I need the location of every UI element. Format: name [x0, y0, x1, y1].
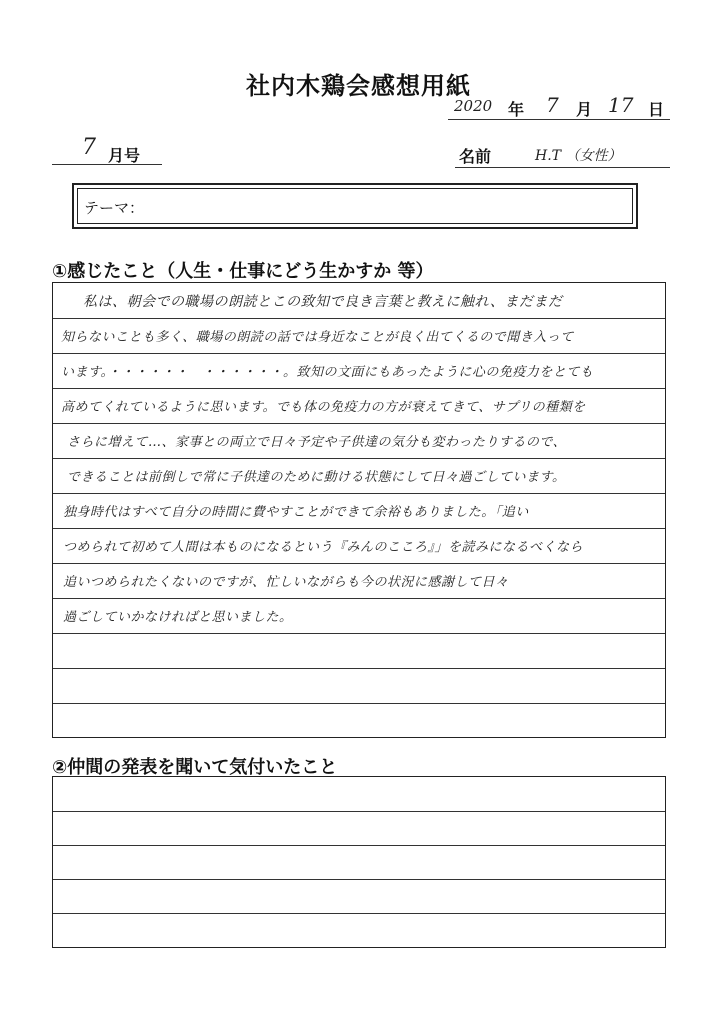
ruled-line [53, 528, 665, 529]
date-year-value: 2020 [454, 97, 493, 115]
ruled-line [53, 598, 665, 599]
date-year-label: 年 [508, 100, 525, 119]
theme-label: テーマ： [84, 199, 145, 217]
issue-underline [52, 164, 162, 165]
ruled-line [53, 703, 665, 704]
ruled-line [53, 633, 665, 634]
form-title: 社内木鶏会感想用紙 [246, 72, 471, 100]
handwritten-line-7: 独身時代はすべて自分の時間に費やすことができて余裕もありました。「追い [63, 505, 529, 520]
ruled-line [53, 845, 665, 846]
handwritten-line-5: さらに増えて…、家事との両立で日々予定や子供達の気分も変わったりするので、 [67, 435, 567, 450]
date-month-value: 7 [546, 93, 559, 117]
ruled-line [53, 353, 665, 354]
handwritten-line-4: 高めてくれているように思います。でも体の免疫力の方が衰えてきて、サプリの種類を [61, 400, 586, 415]
theme-box [77, 188, 633, 224]
handwritten-line-9: 追いつめられたくないのですが、忙しいながらも今の状況に感謝して日々 [63, 575, 509, 590]
ruled-line [53, 388, 665, 389]
ruled-line [53, 563, 665, 564]
name-value: H.T （女性） [535, 148, 622, 164]
ruled-line [53, 493, 665, 494]
name-underline [455, 167, 670, 168]
section2-box [52, 776, 666, 948]
issue-label: 月号 [108, 146, 141, 165]
handwritten-line-10: 過ごしていかなければと思いました。 [63, 610, 293, 625]
ruled-line [53, 811, 665, 812]
date-underline [448, 119, 670, 120]
section1-box [52, 282, 666, 738]
ruled-line [53, 668, 665, 669]
name-label: 名前 [459, 147, 492, 166]
date-day-label: 日 [648, 100, 665, 119]
section1-title: ①感じたこと（人生・仕事にどう生かすか 等） [52, 261, 434, 282]
handwritten-line-3: います。・・・・・・ ・・・・・・。致知の文面にもあったように心の免疫力をとても [61, 365, 594, 380]
section2-title: ②仲間の発表を聞いて気付いたこと [52, 757, 338, 778]
ruled-line [53, 423, 665, 424]
handwritten-line-2: 知らないことも多く、職場の朗読の話では身近なことが良く出てくるので聞き入って [61, 330, 574, 345]
ruled-line [53, 458, 665, 459]
handwritten-line-6: できることは前倒しで常に子供達のために動ける状態にして日々過ごしています。 [67, 470, 566, 485]
ruled-line [53, 879, 665, 880]
issue-value: 7 [82, 135, 96, 160]
ruled-line [53, 913, 665, 914]
handwritten-line-8: つめられて初めて人間は本ものになるという『みんのこころ』」を読みになるべくなら [63, 540, 584, 555]
handwritten-line-1: 私は、朝会での職場の朗読とこの致知で良き言葉と教えに触れ、まだまだ [83, 294, 563, 310]
date-field [448, 93, 670, 121]
date-month-label: 月 [576, 100, 593, 119]
date-day-value: 17 [608, 93, 634, 117]
ruled-line [53, 318, 665, 319]
name-field [455, 140, 670, 168]
issue-field [52, 135, 162, 165]
